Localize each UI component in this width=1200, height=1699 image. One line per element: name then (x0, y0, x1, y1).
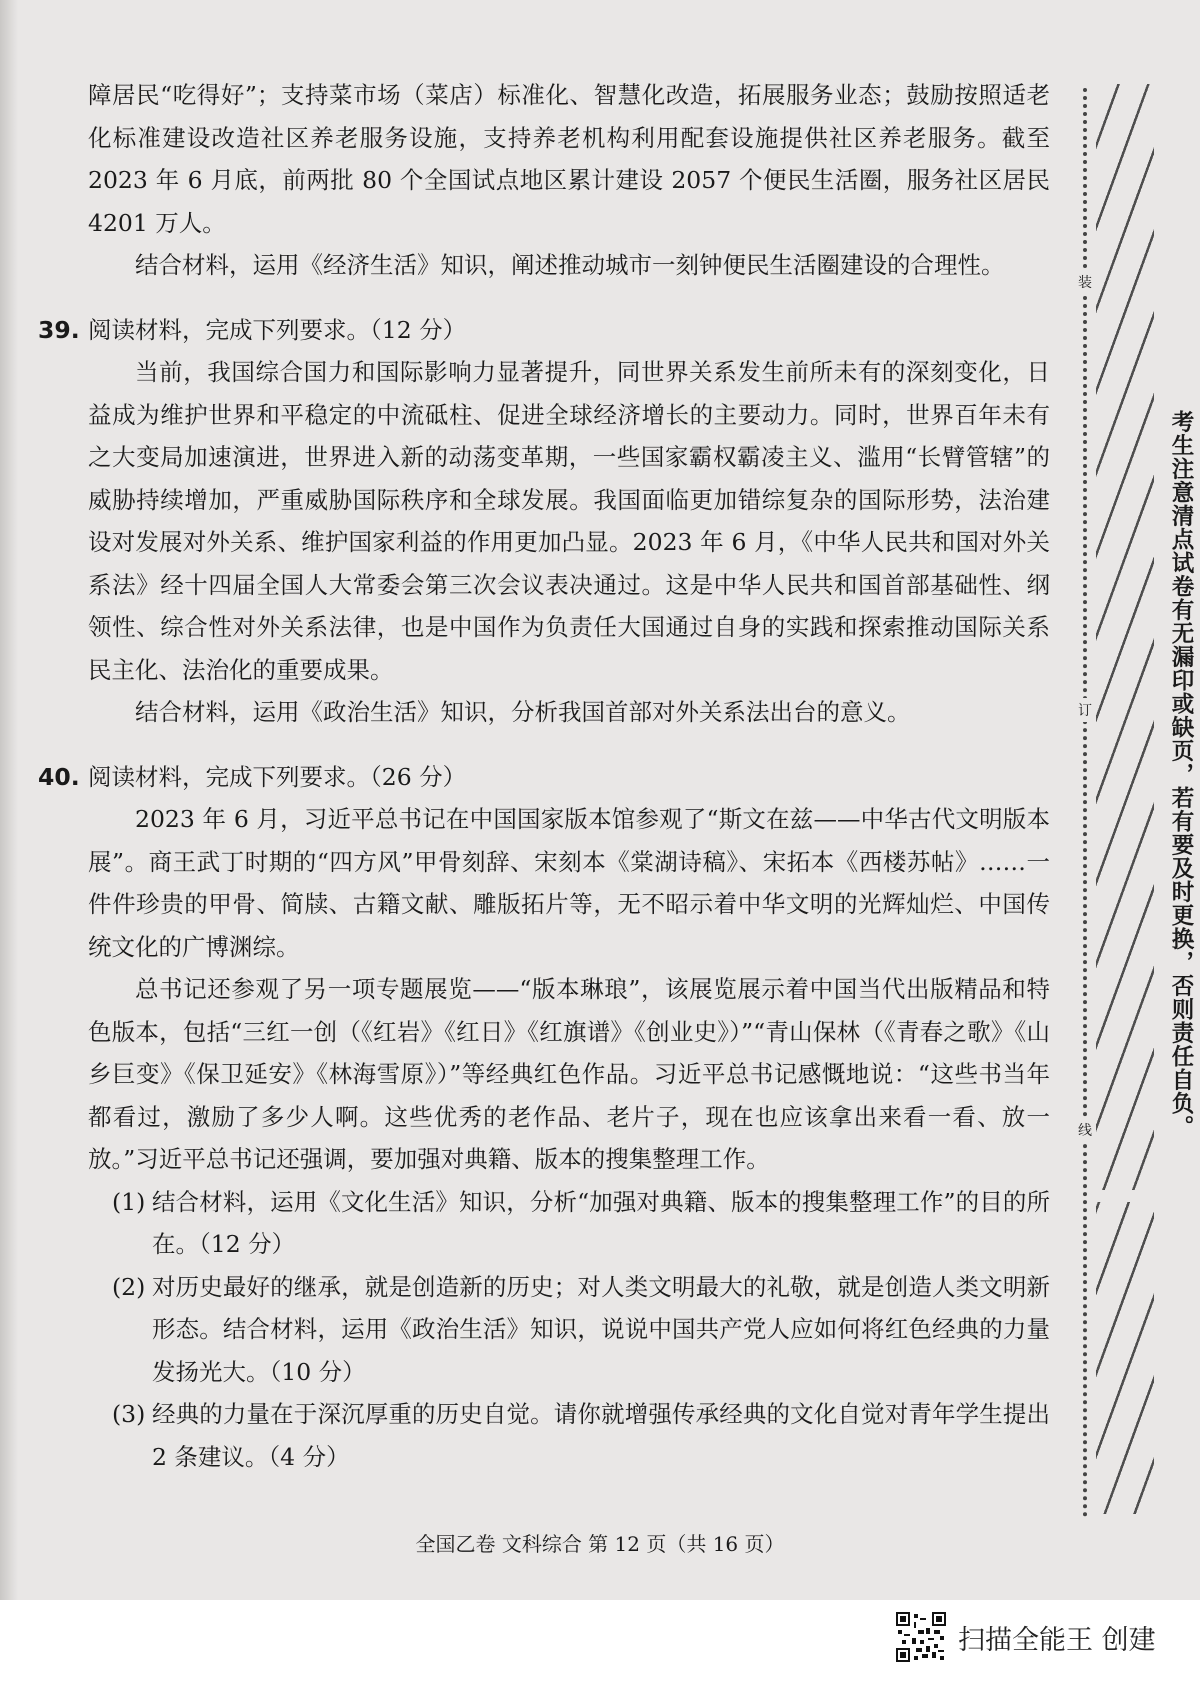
candidate-notice: 考生注意清点试卷有无漏印或缺页，若有要及时更换，否则责任自负。 (1168, 410, 1194, 1139)
binding-dotted-line (1083, 88, 1087, 1518)
page-footer: 全国乙卷 文科综合 第 12 页（共 16 页） (415, 1532, 785, 1556)
q40-heading: 40. 阅读材料，完成下列要求。（26 分） (88, 756, 1050, 799)
q39-heading: 39. 阅读材料，完成下列要求。（12 分） (88, 309, 1050, 352)
q39-task: 结合材料，运用《政治生活》知识，分析我国首部对外关系法出台的意义。 (135, 698, 911, 726)
q40-sub-1: (1) 结合材料，运用《文化生活》知识，分析“加强对典籍、版本的搜集整理工作”的目的所在。（12 分） (112, 1187, 1050, 1258)
binding-label-xian: 线 (1074, 1118, 1096, 1142)
q40-material-1: 2023 年 6 月，习近平总书记在中国国家版本馆参观了“斯文在兹——中华古代文明版本展”。商王武丁时期的“四方风”甲骨刻辞、宋刻本《棠湖诗稿》、宋拓本《西楼苏帖》……一件件珍贵的甲骨、简牍、古籍文献、雕版拓片等，无不昭示着中华文明的光辉灿烂、中国传统文化的广博渊综。 (88, 805, 1050, 961)
q40-sub-3: (3) 经典的力量在于深沉厚重的历史自觉。请你就增强传承经典的文化自觉对青年学生提出 2 条建议。（4 分） (112, 1400, 1050, 1471)
q40-sub-2: (2) 对历史最好的继承，就是创造新的历史；对人类文明最大的礼敬，就是创造人类文明新形态。结合材料，运用《政治生活》知识，说说中国共产党人应如何将红色经典的力量发扬光大。（10 分） (112, 1272, 1050, 1386)
qr-code-icon (896, 1612, 946, 1662)
page-shadow-edge (0, 0, 18, 1600)
binding-slash-pattern (1096, 84, 1154, 1514)
binding-label-ding: 订 (1074, 698, 1096, 722)
q38-task: 结合材料，运用《经济生活》知识，阐述推动城市一刻钟便民生活圈建设的合理性。 (135, 251, 1005, 279)
continuation-text: 障居民“吃得好”；支持菜市场（菜店）标准化、智慧化改造，拓展服务业态；鼓励按照适老化标准建设改造社区养老服务设施，支持养老机构利用配套设施提供社区养老服务。截至 2023 年 6 月底，前两批 80 个全国试点地区累计建设 2057 个便民生活圈，服务社区居民 4201 万人。 (88, 81, 1050, 237)
page-body (38, 74, 1050, 1478)
q39-number: 39. (38, 315, 80, 344)
binding-label-zhuang: 装 (1074, 270, 1096, 294)
slash-gap (1096, 1190, 1154, 1202)
q39-material: 当前，我国综合国力和国际影响力显著提升，同世界关系发生前所未有的深刻变化，日益成为维护世界和平稳定的中流砥柱、促进全球经济增长的主要动力。同时，世界百年未有之大变局加速演进，世界进入新的动荡变革期，一些国家霸权霸凌主义、滥用“长臂管辖”的威胁持续增加，严重威胁国际秩序和全球发展。我国面临更加错综复杂的国际形势，法治建设对发展对外关系、维护国家利益的作用更加凸显。2023 年 6 月，《中华人民共和国对外关系法》经十四届全国人大常委会第三次会议表决通过。这是中华人民共和国首部基础性、纲领性、综合性对外关系法律，也是中国作为负责任大国通过自身的实践和探索推动国际关系民主化、法治化的重要成果。 (88, 358, 1050, 684)
scanner-watermark (896, 1612, 1156, 1662)
q40-material-2: 总书记还参观了另一项专题展览——“版本琳琅”，该展览展示着中国当代出版精品和特色版本，包括“三红一创（《红岩》《红日》《红旗谱》《创业史》）”“青山保林（《青春之歌》《山乡巨变》《保卫延安》《林海雪原》）”等经典红色作品。习近平总书记感慨地说：“这些书当年都看过，激励了多少人啊。这些优秀的老作品、老片子，现在也应该拿出来看一看、放一放。”习近平总书记还强调，要加强对典籍、版本的搜集整理工作。 (88, 975, 1050, 1173)
q40-number: 40. (38, 762, 80, 791)
watermark-text: 扫描全能王 创建 (958, 1624, 1156, 1656)
